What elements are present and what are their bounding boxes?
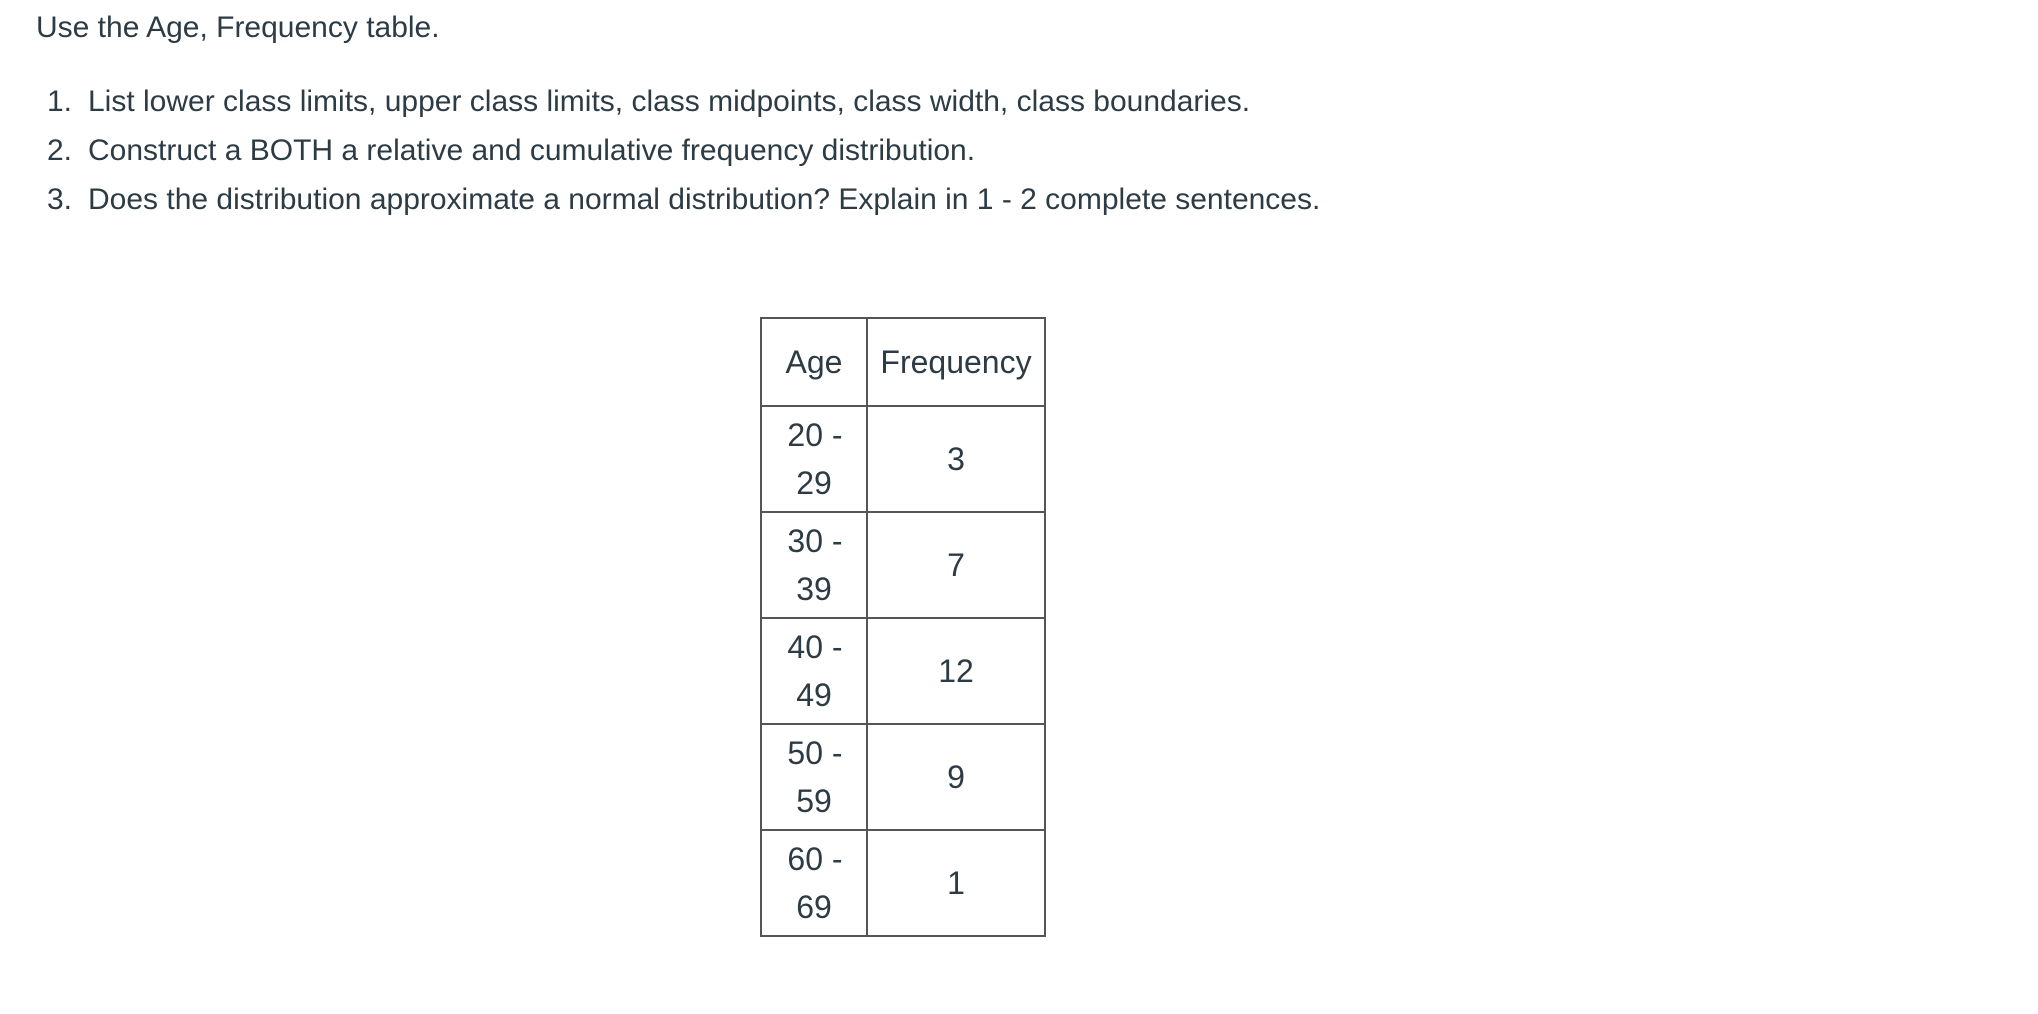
frequency-cell: 9 [867,724,1045,830]
task-text: Construct a BOTH a relative and cumulative frequency distribution. [88,134,976,167]
table-row [761,512,1045,618]
task-list [36,82,1996,229]
frequency-cell: 12 [867,618,1045,724]
age-cell [761,724,867,830]
age-column-header: Age [761,318,867,406]
frequency-column-header: Frequency [867,318,1045,406]
assignment-content [36,0,1996,229]
task-item [36,131,1996,180]
age-lower: 20 - [787,417,843,453]
frequency-cell: 3 [867,406,1045,512]
frequency-cell: 7 [867,512,1045,618]
table-row [761,618,1045,724]
age-upper: 69 [796,889,832,925]
table-row [761,830,1045,936]
age-upper: 59 [796,783,832,819]
age-cell [761,830,867,936]
frequency-cell: 1 [867,830,1045,936]
age-lower: 50 - [787,735,843,771]
table-row [761,406,1045,512]
age-frequency-table [760,317,1046,937]
task-item [36,180,1996,229]
age-cell [761,512,867,618]
task-number: 3. [46,183,72,216]
age-upper: 49 [796,677,832,713]
table-row [761,724,1045,830]
task-item [36,82,1996,131]
age-upper: 29 [796,465,832,501]
age-lower: 60 - [787,841,843,877]
task-number: 1. [46,85,72,118]
task-text: Does the distribution approximate a normal distribution? Explain in 1 - 2 complete sentences. [88,183,1321,216]
age-lower: 40 - [787,629,843,665]
age-upper: 39 [796,571,832,607]
table-header-row [761,318,1045,406]
age-cell [761,406,867,512]
age-cell [761,618,867,724]
task-text: List lower class limits, upper class limits, class midpoints, class width, class boundaries. [88,85,1251,118]
age-lower: 30 - [787,523,843,559]
intro-text: Use the Age, Frequency table. [36,11,440,44]
task-number: 2. [46,134,72,167]
